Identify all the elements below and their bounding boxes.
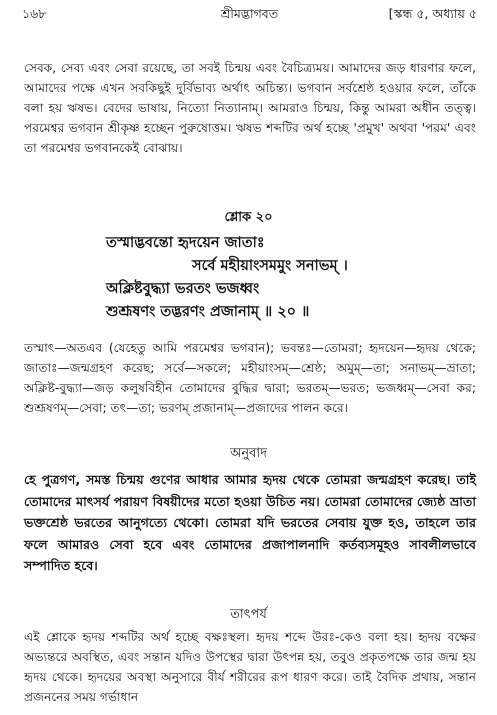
translation-heading: অনুবাদ	[230, 446, 267, 461]
intro-paragraph: সেবক, সেব্য এবং সেবা রয়েছে, তা সবই চিন্ময় এবং বৈচিত্র্যময়। আমাদের জড় ধারণার ফলে, আমাদের পক্ষে এখন সবকিছুই দুর্বিভাব্য অর্থাৎ অচিন্ত্য। ভগবান সর্বশ্রেষ্ঠ হওয়ার ফলে, তাঁকে বলা হয় ঋষভ। বেদের ভাষায়, নিত্যো নিত্যানাম্। আমরাও চিন্ময়, কিন্তু আমরা অধীন তত্ত্ব। পরমেশ্বর ভগবান শ্রীকৃষ্ণ হচ্ছেন পুরুষোত্তম। ঋষভ শব্দটির অর্থ হচ্ছে 'প্রমুখ' অথবা 'পরম' এবং তা পরমেশ্বর ভগবানকেই বোঝায়।	[24, 61, 476, 155]
verse-line-4: শুশ্রূষণং তদ্ভরণং প্রজানাম্ ॥ ২০ ॥	[106, 304, 310, 320]
chapter-reference: [স্কন্ধ ৫, অধ্যায় ৫	[388, 6, 477, 21]
verse-line-1: তস্মাদ্ভবন্তো হৃদয়েন জাতাঃ	[106, 235, 265, 251]
book-title: শ্রীমদ্ভাগবত	[220, 6, 279, 21]
purport-paragraph: এই শ্লোকে হৃদয় শব্দটির অর্থ হচ্ছে বক্ষঃস্থল। হৃদয় শব্দে উরঃ-কেও বলা হয়। হৃদয় বক্ষের অভ্যন্তরে অবস্থিত, এবং সন্তান যদিও উপস্থের দ্বারা উৎপন্ন হয়, তবুও প্রকৃতপক্ষে তার জন্ম হয় হৃদয় থেকে। হৃদয়ের অবস্থা অনুসারে বীর্য শরীরের রূপ ধারণ করে। তাই বৈদিক প্রথায়, সন্তান প্রজননের সময় গর্ভাধান	[24, 630, 476, 704]
page-header	[22, 6, 477, 26]
purport-heading: তাৎপর্য	[230, 607, 267, 622]
translation-paragraph: হে পুত্রগণ, সমস্ত চিন্ময় গুণের আধার আমার হৃদয় থেকে তোমরা জন্মগ্রহণ করেছ। তাই তোমাদের মাৎসর্য পরায়ণ বিষয়ীদের মতো হওয়া উচিত নয়। তোমরা তোমাদের জ্যেষ্ঠ ভ্রাতা ভক্তশ্রেষ্ঠ ভরতের আনুগত্যে থেকো। তোমরা যদি ভরতের সেবায় যুক্ত হও, তাহলে তার ফলে আমারও সেবা হবে এবং তোমাদের প্রজাপালনাদি কর্তব্যসমূহও সাবলীলভাবে সম্পাদিত হবে।	[24, 472, 476, 573]
synonyms-paragraph: তস্মাৎ—অতএব (যেহেতু আমি পরমেশ্বর ভগবান); ভবন্তঃ—তোমরা; হৃদয়েন—হৃদয় থেকে; জাতাঃ—জন্মগ্রহণ করেছ; সর্বে—সকলে; মহীয়াংসম্—শ্রেষ্ঠ; অমুম্—তা; সনাভম্—ভ্রাতা; অক্লিষ্ট-বুদ্ধ্যা—জড় কলুষবিহীন তোমাদের বুদ্ধির দ্বারা; ভরতম্—ভরত; ভজধ্বম্—সেবা কর; শুশ্রূষণম্—সেবা; তৎ—তা; ভরণম্ প্রজানাম্—প্রজাদের পালন করে।	[24, 341, 476, 415]
shloka-heading: শ্লোক ২০	[224, 210, 273, 225]
page-number: ১৬৮	[22, 6, 47, 21]
verse-line-2: সর্বে মহীয়াংসমমুং সনাভম্ ।	[192, 258, 348, 274]
verse-line-3: অক্লিষ্টবুদ্ধ্যা ভরতং ভজধ্বং	[106, 281, 260, 297]
